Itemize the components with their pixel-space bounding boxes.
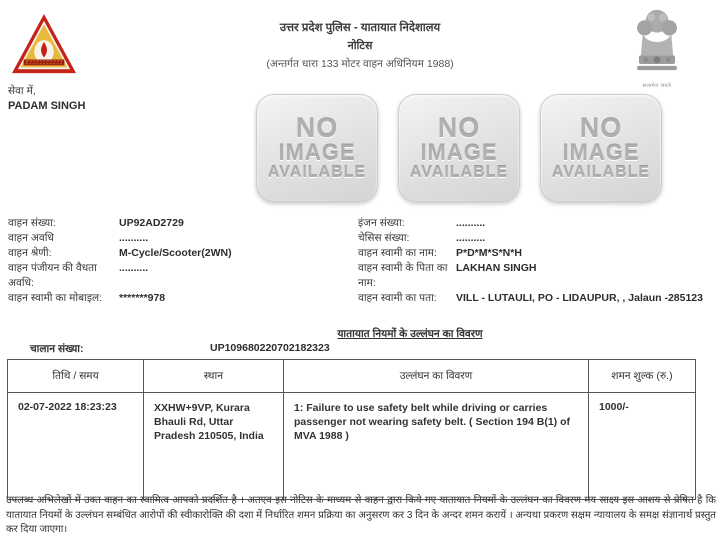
vehicle-details-left-column	[8, 216, 353, 306]
violation-table-header-row	[8, 360, 696, 393]
detail-row-father-name	[358, 261, 716, 291]
act-reference: (अन्तर्गत धारा 133 मोटर वाहन अधिनियम 1988)	[266, 58, 454, 70]
challan-number-value: UP109680220702182323	[210, 342, 330, 354]
triangle-emblem-graphic	[10, 12, 78, 76]
field-label: वाहन स्वामी का नाम:	[358, 247, 437, 259]
field-value: *******978	[119, 292, 166, 304]
field-value: ..........	[119, 262, 149, 274]
field-label: चेसिस संख्या:	[358, 232, 410, 244]
detail-row-chassis-number	[358, 231, 716, 246]
no-image-text: NO	[579, 112, 623, 143]
field-value: UP92AD2729	[119, 217, 184, 229]
field-label: इंजन संख्या:	[358, 217, 405, 229]
column-header-fine: शमन शुल्क (रु.)	[589, 360, 696, 393]
no-image-text: IMAGE	[420, 140, 498, 166]
notice-title: नोटिस	[347, 40, 373, 52]
issuing-authority-title: उत्तर प्रदेश पुलिस - यातायात निदेशालय	[279, 22, 441, 34]
salutation-text: सेवा में,	[8, 85, 36, 97]
no-image-text: AVAILABLE	[267, 163, 367, 181]
field-label: वाहन पंजीयन की वैधता अवधि:	[8, 262, 97, 289]
cell-datetime: 02-07-2022 18:23:23	[8, 393, 144, 500]
field-value: ..........	[456, 217, 486, 229]
field-label: वाहन श्रेणी:	[8, 247, 52, 259]
no-image-placeholder-2	[398, 94, 520, 202]
challan-number-line	[30, 342, 330, 356]
no-image-text: NO	[437, 112, 481, 143]
detail-row-owner-mobile	[8, 291, 353, 306]
no-image-placeholder-1	[256, 94, 378, 202]
cell-violation-description: 1: Failure to use safety belt while driving or carries passenger not wearing safety belt. ( Section 194 B(1) of MVA 1988 )	[284, 393, 589, 500]
legal-notice-paragraph: उपलब्ध अभिलेखों में उक्त वाहन का स्वामित्व आपको प्रदर्शित है । अतएव इस नोटिस के माध्यम से वाहन द्वारा किये गए यातायात नियमों के उल्लंघन का विवरण मय साक्ष्य इस आशय से प्रेषित है कि यातायात नियमों के उल्लंघन सम्बंधित आरोपों की स्वीकारोक्ति की दशा में निर्धारित शमन प्रक्रिया का अनुसरण कर 3 दिन के अन्दर शमन करायें । अन्यथा प्रकरण सक्षम न्यायालय के समक्ष संज्ञानार्थ प्रस्तुत कर दिया जाएगा।	[6, 495, 716, 535]
field-value: LAKHAN SINGH	[456, 262, 537, 274]
emblem-graphic	[628, 6, 686, 82]
detail-row-vehicle-class	[8, 246, 353, 261]
field-value: ..........	[119, 232, 149, 244]
field-value: P*D*M*S*N*H	[456, 247, 522, 259]
no-image-text: AVAILABLE	[409, 163, 509, 181]
field-label: वाहन अवधि	[8, 232, 54, 244]
cell-location: XXHW+9VP, Kurara Bhauli Rd, Uttar Pradesh 210505, India	[144, 393, 284, 500]
detail-row-owner-address	[358, 291, 716, 306]
field-label: वाहन स्वामी के पिता का नाम:	[358, 262, 448, 289]
up-traffic-police-emblem-icon	[10, 12, 78, 76]
field-label: वाहन संख्या:	[8, 217, 56, 229]
detail-row-owner-name	[358, 246, 716, 261]
detail-row-engine-number	[358, 216, 716, 231]
vehicle-details-right-column	[358, 216, 716, 306]
no-image-text: IMAGE	[278, 140, 356, 166]
emblem-motto-text: सत्यमेव जयते	[642, 83, 672, 89]
violation-table	[7, 359, 696, 500]
field-label: वाहन स्वामी का पता:	[358, 292, 437, 304]
detail-row-vehicle-number	[8, 216, 353, 231]
addressee-block	[8, 84, 85, 114]
field-label: वाहन स्वामी का मोबाइल:	[8, 292, 103, 304]
detail-row-vehicle-period	[8, 231, 353, 246]
no-image-placeholder-3	[540, 94, 662, 202]
column-header-datetime: तिथि / समय	[8, 360, 144, 393]
challan-number-label: चालान संख्या:	[30, 343, 84, 355]
field-value: VILL - LUTAULI, PO - LIDAUPUR, , Jalaun -285123	[456, 292, 703, 304]
violation-table-row	[8, 393, 696, 500]
addressee-name: PADAM SINGH	[8, 100, 86, 112]
document-header	[150, 20, 570, 71]
national-emblem-icon	[620, 6, 694, 94]
photo-placeholder-row	[256, 94, 662, 202]
no-image-text: IMAGE	[562, 140, 640, 166]
detail-row-registration-validity	[8, 261, 353, 291]
column-header-location: स्थान	[144, 360, 284, 393]
field-value: ..........	[456, 232, 486, 244]
column-header-violation: उल्लंघन का विवरण	[284, 360, 589, 393]
field-value: M-Cycle/Scooter(2WN)	[119, 247, 232, 259]
no-image-text: NO	[295, 112, 339, 143]
no-image-text: AVAILABLE	[551, 163, 651, 181]
cell-fine-amount: 1000/-	[589, 393, 696, 500]
violation-section-heading: यातायात नियमों के उल्लंघन का विवरण	[337, 328, 483, 340]
